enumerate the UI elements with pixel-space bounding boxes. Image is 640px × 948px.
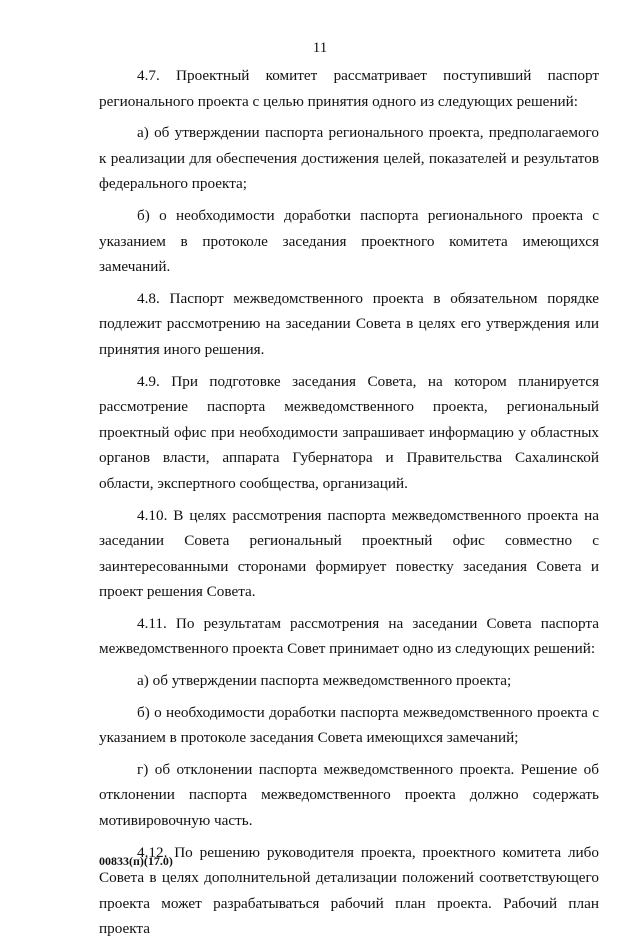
paragraph-4-11-a: а) об утверждении паспорта межведомственного проекта; xyxy=(137,672,512,690)
paragraph-4-11-g: г) об отклонении паспорта межведомственного проекта. Решение об отклонении паспорта межведомственного проекта должно содержать мотивировочную часть. xyxy=(99,760,599,830)
paragraph-4-7-a: а) об утверждении паспорта регионального проекта, предполагаемого к реализации для обеспечения достижения целей, показателей и результатов федерального проекта; xyxy=(99,124,599,193)
paragraph-4-10: 4.10. В целях рассмотрения паспорта межведомственного проекта на заседании Совета региональный проектный офис совместно с заинтересованными сторонами формирует повестку заседания Совета и проект решения Совета. xyxy=(99,506,599,601)
document-code-footer: 00833(п)(17.0) xyxy=(99,854,173,868)
page-number: 11 xyxy=(312,40,328,56)
paragraph-4-11-b: б) о необходимости доработки паспорта межведомственного проекта с указанием в протоколе заседания Совета имеющихся замечаний; xyxy=(99,703,599,747)
paragraph-4-9: 4.9. При подготовке заседания Совета, на котором планируется рассмотрение паспорта межведомственного проекта, региональный проектный офис при необходимости запрашивает информацию у областных органов власти, аппарата Губернатора и Правительства Сахалинской области, экспертного сообщества, организаций. xyxy=(99,372,599,492)
document-body xyxy=(99,63,599,948)
paragraph-4-11: 4.11. По результатам рассмотрения на заседании Совета паспорта межведомственного проекта Совет принимает одно из следующих решений: xyxy=(99,614,599,658)
paragraph-4-7: 4.7. Проектный комитет рассматривает поступивший паспорт регионального проекта с целью принятия одного из следующих решений: xyxy=(99,67,599,110)
paragraph-4-12: 4.12. По решению руководителя проекта, проектного комитета либо Совета в целях дополнительной детализации положений соответствующего проекта может разрабатываться рабочий план проекта. Рабочий план проекта xyxy=(99,843,599,938)
paragraph-4-7-b: б) о необходимости доработки паспорта регионального проекта с указанием в протоколе заседания проектного комитета имеющихся замечаний. xyxy=(99,206,599,276)
paragraph-4-8: 4.8. Паспорт межведомственного проекта в обязательном порядке подлежит рассмотрению на заседании Совета в целях его утверждения или принятия иного решения. xyxy=(99,289,599,358)
